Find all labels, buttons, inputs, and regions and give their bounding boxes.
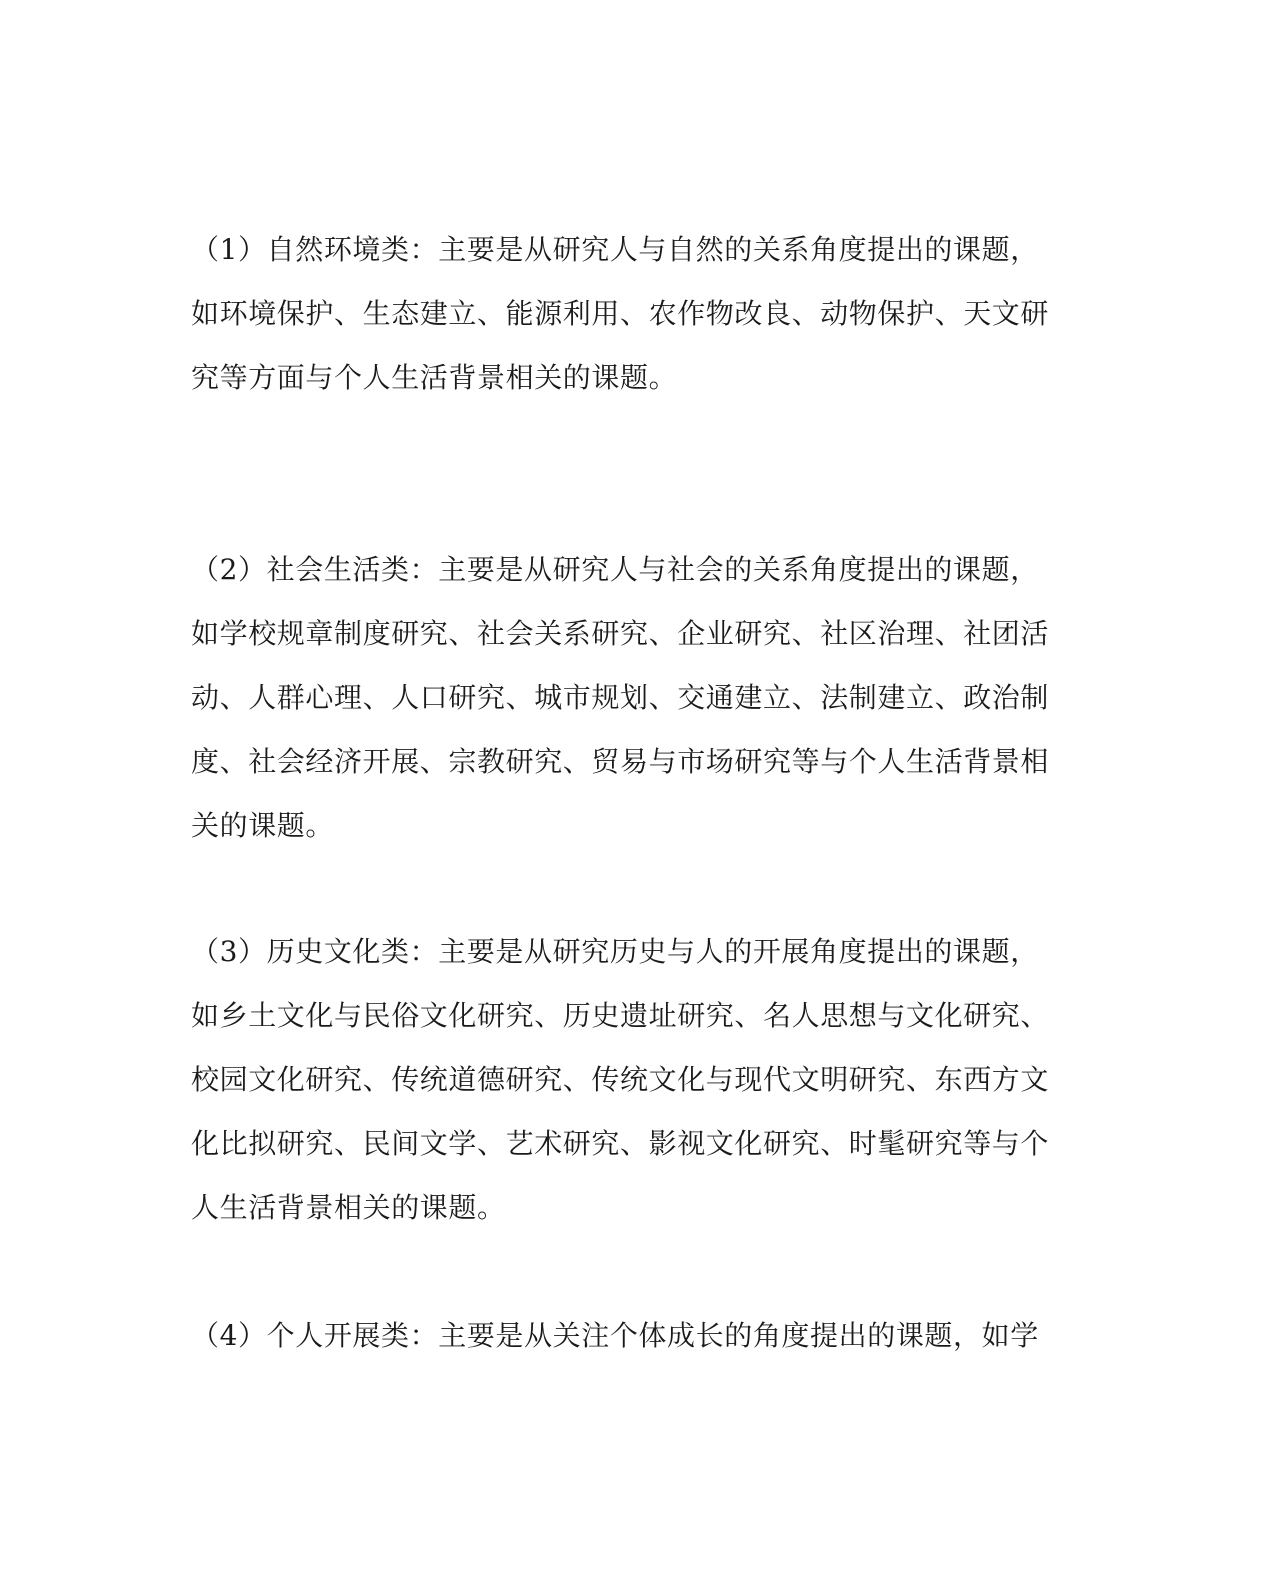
text-line: （3）历史文化类：主要是从研究历史与人的开展角度提出的课题， (191, 935, 1039, 968)
text-line: （2）社会生活类：主要是从研究人与社会的关系角度提出的课题， (191, 553, 1039, 586)
text-line: 如环境保护、生态建立、能源利用、农作物改良、动物保护、天文研 (191, 297, 1050, 330)
text-line: 如学校规章制度研究、社会关系研究、企业研究、社区治理、社团活 (191, 617, 1050, 650)
paragraph-natural-environment (191, 218, 1053, 410)
text-line: 化比拟研究、民间文学、艺术研究、影视文化研究、时髦研究等与个 (191, 1127, 1050, 1160)
text-line: （4）个人开展类：主要是从关注个体成长的角度提出的课题，如学 (191, 1319, 1039, 1352)
text-line: 度、社会经济开展、宗教研究、贸易与市场研究等与个人生活背景相 (191, 745, 1050, 778)
paragraph-personal-development (191, 1304, 1053, 1368)
paragraph-history-culture (191, 920, 1053, 1240)
text-line: 人生活背景相关的课题。 (191, 1191, 506, 1224)
text-line: 动、人群心理、人口研究、城市规划、交通建立、法制建立、政治制 (191, 681, 1050, 714)
paragraph-social-life (191, 538, 1053, 858)
text-line: 校园文化研究、传统道德研究、传统文化与现代文明研究、东西方文 (191, 1063, 1050, 1096)
text-line: 如乡土文化与民俗文化研究、历史遗址研究、名人思想与文化研究、 (191, 999, 1050, 1032)
text-line: （1）自然环境类：主要是从研究人与自然的关系角度提出的课题， (191, 233, 1039, 266)
text-line: 关的课题。 (191, 809, 335, 842)
text-line: 究等方面与个人生活背景相关的课题。 (191, 361, 678, 394)
